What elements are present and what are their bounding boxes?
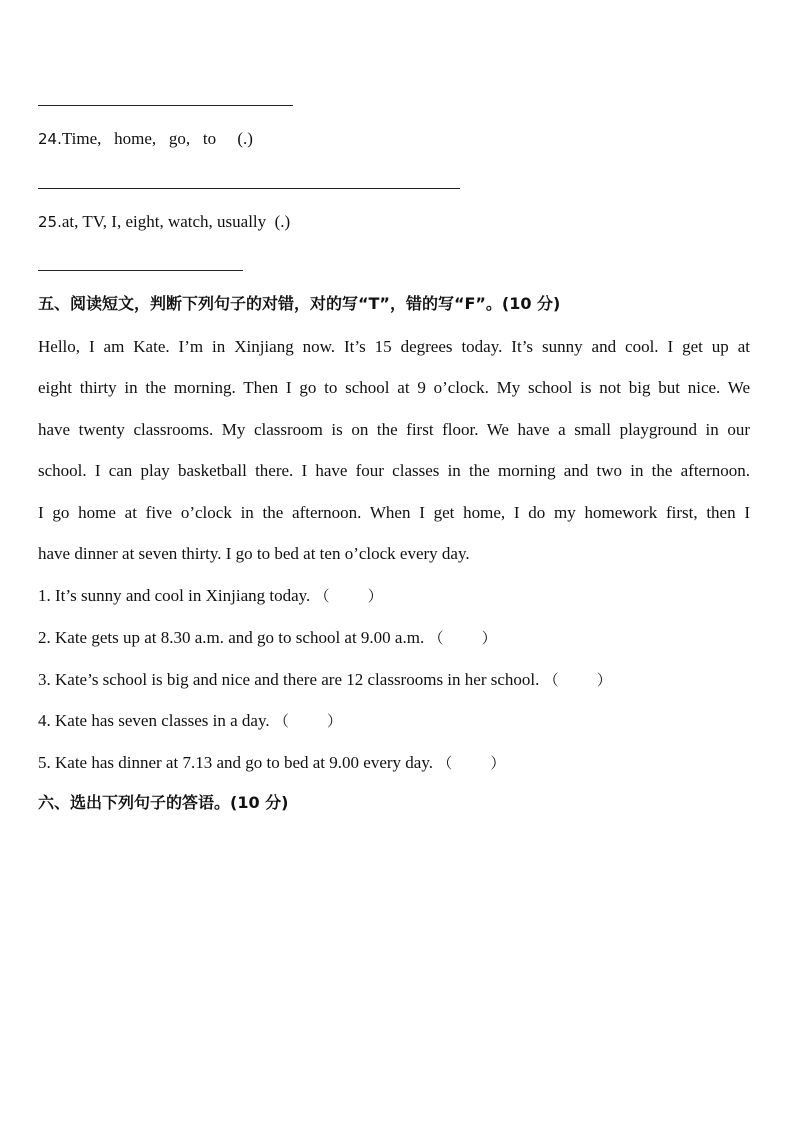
section-5-heading: 五、阅读短文，判断下列句子的对错，对的写“T”，错的写“F”。(10 分) bbox=[38, 294, 561, 313]
question-text: at, TV, I, eight, watch, usually (.) bbox=[61, 212, 291, 231]
statement-text: 1. It’s sunny and cool in Xinjiang today. bbox=[38, 586, 311, 605]
statement-3 bbox=[38, 670, 612, 690]
question-text: Time, home, go, to (.) bbox=[61, 129, 253, 148]
answer-bracket[interactable]: （ ） bbox=[314, 587, 383, 605]
statement-5 bbox=[38, 753, 505, 773]
answer-bracket[interactable]: （ ） bbox=[428, 629, 497, 647]
passage-line: eight thirty in the morning. Then I go to school at 9 o’clock. My school is not big but nice. We bbox=[38, 378, 750, 397]
question-25 bbox=[38, 212, 290, 232]
passage-line: have twenty classrooms. My classroom is on the first floor. We have a small playground in our bbox=[38, 420, 750, 439]
section-6-heading: 六、选出下列句子的答语。(10 分) bbox=[38, 793, 289, 812]
statement-4 bbox=[38, 711, 342, 731]
answer-line-25[interactable] bbox=[38, 270, 243, 271]
statement-1 bbox=[38, 586, 383, 606]
answer-bracket[interactable]: （ ） bbox=[543, 671, 612, 689]
passage-line: I go home at five o’clock in the afternoon. When I get home, I do my homework first, then I bbox=[38, 503, 750, 522]
question-number: 24. bbox=[38, 130, 62, 148]
answer-line-23[interactable] bbox=[38, 105, 293, 106]
passage-line: have dinner at seven thirty. I go to bed at ten o’clock every day. bbox=[38, 544, 470, 563]
statement-2 bbox=[38, 628, 497, 648]
statement-text: 4. Kate has seven classes in a day. bbox=[38, 711, 270, 730]
question-number: 25. bbox=[38, 213, 62, 231]
passage-line: Hello, I am Kate. I’m in Xinjiang now. It’s 15 degrees today. It’s sunny and cool. I get up at bbox=[38, 337, 750, 356]
passage-line: school. I can play basketball there. I have four classes in the morning and two in the afternoon. bbox=[38, 461, 750, 480]
reading-passage bbox=[38, 337, 750, 567]
statement-text: 5. Kate has dinner at 7.13 and go to bed at 9.00 every day. bbox=[38, 753, 433, 772]
statement-text: 3. Kate’s school is big and nice and there are 12 classrooms in her school. bbox=[38, 670, 540, 689]
statement-text: 2. Kate gets up at 8.30 a.m. and go to school at 9.00 a.m. bbox=[38, 628, 425, 647]
answer-bracket[interactable]: （ ） bbox=[273, 712, 343, 730]
question-24 bbox=[38, 129, 253, 149]
answer-bracket[interactable]: （ ） bbox=[437, 754, 506, 772]
answer-line-24[interactable] bbox=[38, 188, 460, 189]
